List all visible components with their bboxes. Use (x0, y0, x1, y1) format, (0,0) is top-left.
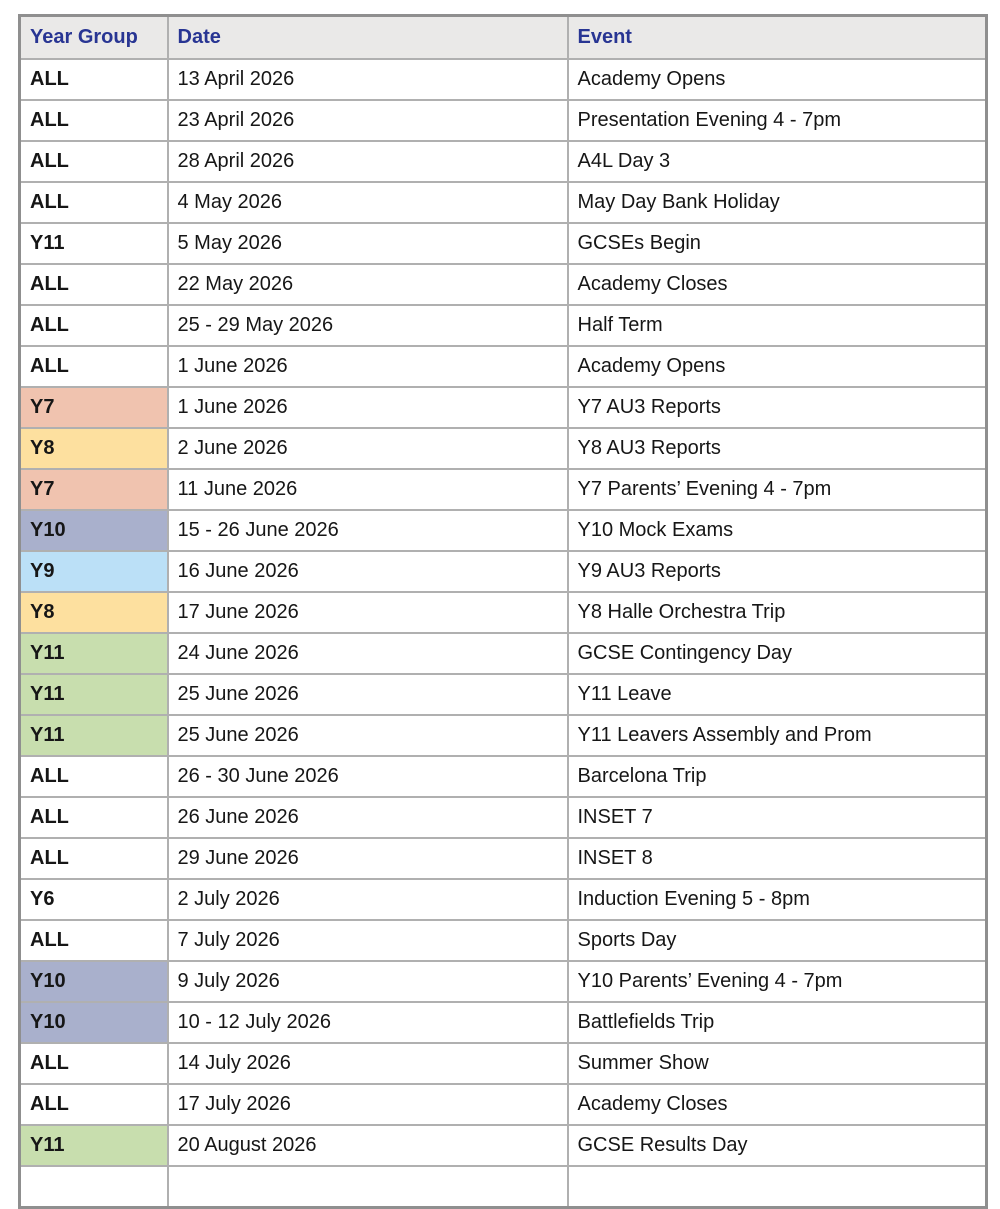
date-cell: 17 June 2026 (168, 592, 568, 633)
event-cell: Y11 Leavers Assembly and Prom (568, 715, 987, 756)
table-row (20, 592, 987, 633)
table-row (20, 100, 987, 141)
date-cell: 20 August 2026 (168, 1125, 568, 1166)
event-cell: Induction Evening 5 - 8pm (568, 879, 987, 920)
year-group-cell: Y11 (20, 674, 168, 715)
date-cell: 5 May 2026 (168, 223, 568, 264)
table-row (20, 961, 987, 1002)
event-cell: Presentation Evening 4 - 7pm (568, 100, 987, 141)
year-group-cell: ALL (20, 59, 168, 100)
event-cell: Y11 Leave (568, 674, 987, 715)
date-cell: 10 - 12 July 2026 (168, 1002, 568, 1043)
date-cell: 1 June 2026 (168, 346, 568, 387)
event-cell: INSET 7 (568, 797, 987, 838)
event-cell: GCSE Results Day (568, 1125, 987, 1166)
event-cell: Academy Opens (568, 346, 987, 387)
column-header-date: Date (168, 16, 568, 60)
table-row (20, 1002, 987, 1043)
table-row (20, 387, 987, 428)
date-cell: 15 - 26 June 2026 (168, 510, 568, 551)
year-group-cell: ALL (20, 756, 168, 797)
table-row (20, 551, 987, 592)
event-cell: Sports Day (568, 920, 987, 961)
year-group-cell: Y7 (20, 469, 168, 510)
event-cell: Barcelona Trip (568, 756, 987, 797)
date-cell: 16 June 2026 (168, 551, 568, 592)
year-group-cell: Y10 (20, 961, 168, 1002)
table-row (20, 1043, 987, 1084)
year-group-cell: ALL (20, 100, 168, 141)
event-cell (568, 1166, 987, 1208)
table-row (20, 674, 987, 715)
year-group-cell: ALL (20, 264, 168, 305)
table-row (20, 305, 987, 346)
year-group-cell: Y11 (20, 633, 168, 674)
event-cell: A4L Day 3 (568, 141, 987, 182)
date-cell (168, 1166, 568, 1208)
event-cell: Half Term (568, 305, 987, 346)
event-cell: Y9 AU3 Reports (568, 551, 987, 592)
date-cell: 2 June 2026 (168, 428, 568, 469)
event-cell: Battlefields Trip (568, 1002, 987, 1043)
event-cell: Summer Show (568, 1043, 987, 1084)
year-group-cell: Y7 (20, 387, 168, 428)
event-cell: Y8 AU3 Reports (568, 428, 987, 469)
table-row (20, 510, 987, 551)
year-group-cell: Y11 (20, 715, 168, 756)
date-cell: 28 April 2026 (168, 141, 568, 182)
year-group-cell: Y8 (20, 592, 168, 633)
header-row (20, 16, 987, 60)
year-group-cell: ALL (20, 797, 168, 838)
table-row (20, 346, 987, 387)
event-cell: May Day Bank Holiday (568, 182, 987, 223)
date-cell: 25 June 2026 (168, 674, 568, 715)
event-cell: Y10 Parents’ Evening 4 - 7pm (568, 961, 987, 1002)
year-group-cell: Y9 (20, 551, 168, 592)
year-group-cell: Y8 (20, 428, 168, 469)
year-group-cell: ALL (20, 346, 168, 387)
event-cell: Academy Closes (568, 1084, 987, 1125)
event-cell: Academy Opens (568, 59, 987, 100)
table-row (20, 1166, 987, 1208)
date-cell: 24 June 2026 (168, 633, 568, 674)
table-row (20, 469, 987, 510)
year-group-cell: Y11 (20, 223, 168, 264)
calendar-table (18, 14, 988, 1209)
event-cell: Y8 Halle Orchestra Trip (568, 592, 987, 633)
table-row (20, 797, 987, 838)
date-cell: 2 July 2026 (168, 879, 568, 920)
date-cell: 26 - 30 June 2026 (168, 756, 568, 797)
date-cell: 29 June 2026 (168, 838, 568, 879)
table-row (20, 715, 987, 756)
table-row (20, 264, 987, 305)
date-cell: 4 May 2026 (168, 182, 568, 223)
year-group-cell: ALL (20, 920, 168, 961)
column-header-event: Event (568, 16, 987, 60)
table-row (20, 141, 987, 182)
table-row (20, 223, 987, 264)
event-cell: GCSE Contingency Day (568, 633, 987, 674)
year-group-cell: Y10 (20, 1002, 168, 1043)
table-row (20, 1125, 987, 1166)
table-row (20, 182, 987, 223)
year-group-cell: ALL (20, 141, 168, 182)
event-cell: INSET 8 (568, 838, 987, 879)
date-cell: 25 June 2026 (168, 715, 568, 756)
calendar-table-body (20, 59, 987, 1208)
year-group-cell: ALL (20, 838, 168, 879)
table-row (20, 879, 987, 920)
year-group-cell: Y10 (20, 510, 168, 551)
year-group-cell: Y6 (20, 879, 168, 920)
date-cell: 17 July 2026 (168, 1084, 568, 1125)
date-cell: 13 April 2026 (168, 59, 568, 100)
year-group-cell: Y11 (20, 1125, 168, 1166)
date-cell: 14 July 2026 (168, 1043, 568, 1084)
date-cell: 22 May 2026 (168, 264, 568, 305)
date-cell: 9 July 2026 (168, 961, 568, 1002)
date-cell: 26 June 2026 (168, 797, 568, 838)
table-row (20, 920, 987, 961)
year-group-cell: ALL (20, 305, 168, 346)
table-row (20, 428, 987, 469)
date-cell: 1 June 2026 (168, 387, 568, 428)
date-cell: 11 June 2026 (168, 469, 568, 510)
table-row (20, 838, 987, 879)
table-row (20, 756, 987, 797)
date-cell: 25 - 29 May 2026 (168, 305, 568, 346)
event-cell: GCSEs Begin (568, 223, 987, 264)
table-row (20, 1084, 987, 1125)
event-cell: Academy Closes (568, 264, 987, 305)
column-header-year-group: Year Group (20, 16, 168, 60)
year-group-cell: ALL (20, 182, 168, 223)
event-cell: Y10 Mock Exams (568, 510, 987, 551)
year-group-cell (20, 1166, 168, 1208)
event-cell: Y7 Parents’ Evening 4 - 7pm (568, 469, 987, 510)
date-cell: 7 July 2026 (168, 920, 568, 961)
table-row (20, 59, 987, 100)
year-group-cell: ALL (20, 1043, 168, 1084)
event-cell: Y7 AU3 Reports (568, 387, 987, 428)
table-row (20, 633, 987, 674)
year-group-cell: ALL (20, 1084, 168, 1125)
date-cell: 23 April 2026 (168, 100, 568, 141)
